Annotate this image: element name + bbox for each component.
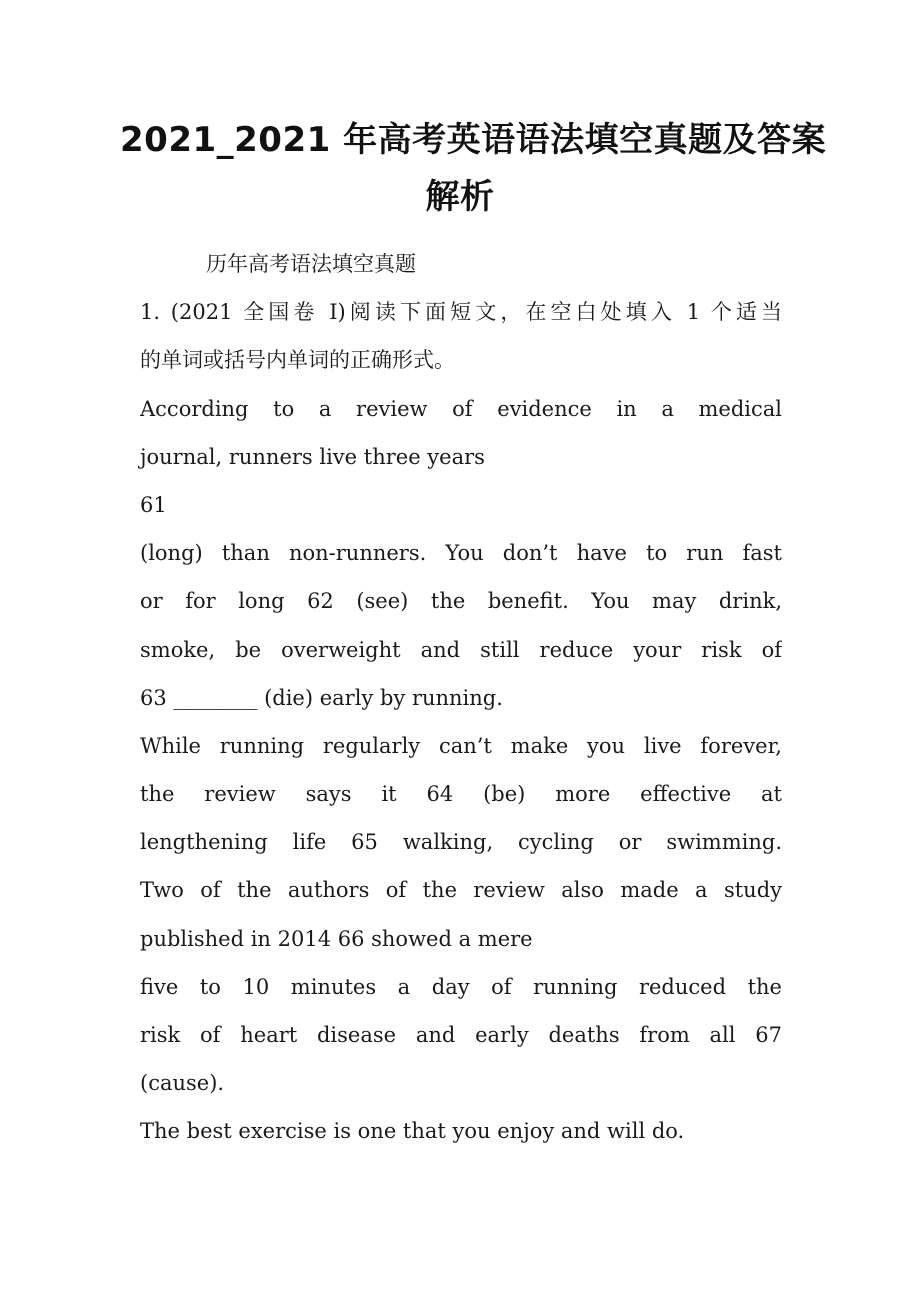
question-instruction-line-1: 1. (2021 全国卷 I)阅读下面短文，在空白处填入 1 个适当	[140, 300, 782, 325]
passage-line: five to 10 minutes a day of running reduced the	[140, 974, 782, 999]
title-line-1: 2021_2021 年高考英语语法填空真题及答案	[120, 120, 827, 160]
section-heading: 历年高考语法填空真题	[206, 252, 416, 276]
passage-line: While running regularly can’t make you live forever,	[140, 733, 782, 758]
passage-line: smoke, be overweight and still reduce your risk of	[140, 637, 782, 662]
passage-line: According to a review of evidence in a medical	[140, 396, 782, 421]
passage-line: risk of heart disease and early deaths from all 67	[140, 1023, 782, 1047]
passage-line: published in 2014 66 showed a mere	[140, 926, 533, 951]
passage-line: or for long 62 (see) the benefit. You may drink,	[140, 589, 782, 614]
document-body	[140, 240, 782, 1156]
blank-number-61: 61	[140, 492, 167, 517]
passage-line: The best exercise is one that you enjoy and will do.	[140, 1119, 685, 1144]
passage-line: (cause).	[140, 1071, 225, 1096]
passage-line: journal, runners live three years	[140, 444, 485, 469]
passage-line: the review says it 64 (be) more effective at	[140, 782, 782, 807]
document-title	[120, 112, 827, 226]
passage-line: 63 ________ (die) early by running.	[140, 685, 503, 710]
passage-line: (long) than non-runners. You don’t have to run fast	[140, 541, 782, 566]
passage-line: Two of the authors of the review also made a study	[140, 878, 782, 903]
passage-line: lengthening life 65 walking, cycling or swimming.	[140, 830, 782, 855]
question-instruction-line-2: 的单词或括号内单词的正确形式。	[140, 348, 455, 373]
title-line-2: 解析	[425, 177, 495, 217]
